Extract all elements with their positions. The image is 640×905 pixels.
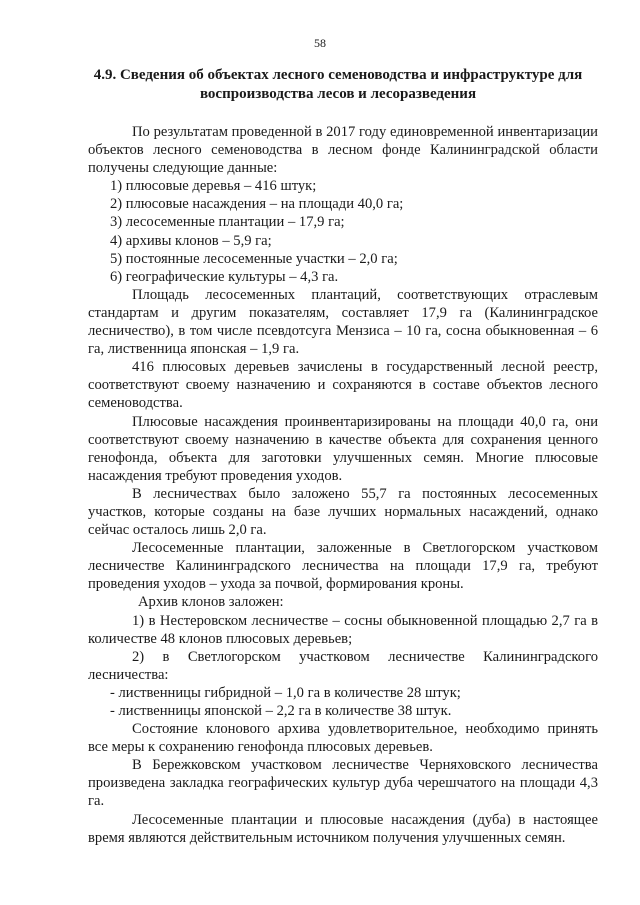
closing-paragraph: Состояние клонового архива удовлетворительное, необходимо принять все меры к сохранению генофонда плюсовых деревьев. [88,721,598,756]
archive-item: 2) в Светлогорском участковом лесничестве Калининградского лесничества: [88,648,598,683]
archive-heading: Архив клонов заложен: [138,594,284,611]
list-item: 5) постоянные лесосеменные участки – 2,0 га; [110,250,398,267]
paragraph: Площадь лесосеменных плантаций, соответствующих отраслевым стандартам и другим показателям, составляет 17,9 га (Калининградское лесничество), в том числе псевдотсуга Мензиса – 10 га, сосна обыкновенная – 6 га, лиственница японская – 1,9 га. [88,286,598,358]
section-heading: 4.9. Сведения об объектах лесного семеноводства и инфраструктуре для воспроизводства лесов и лесоразведения [93,67,583,102]
archive-dash-item: - лиственницы гибридной – 1,0 га в количестве 28 штук; [110,684,461,701]
document-body [88,123,598,847]
list-item: 6) географические культуры – 4,3 га. [110,268,339,285]
archive-item: 1) в Нестеровском лесничестве – сосны обыкновенной площадью 2,7 га в количестве 48 клонов плюсовых деревьев; [88,612,598,647]
list-item: 4) архивы клонов – 5,9 га; [110,232,272,249]
inventory-list [88,177,598,286]
paragraph: Лесосеменные плантации, заложенные в Светлогорском участковом лесничестве Калининградского лесничества на площади 17,9 га, требуют проведения уходов – ухода за почвой, формирования кроны. [88,540,598,593]
list-item: 3) лесосеменные плантации – 17,9 га; [110,214,345,231]
closing-paragraph: Лесосеменные плантации и плюсовые насаждения (дуба) в настоящее время являются действительным источником получения улучшенных семян. [88,811,598,846]
paragraph: В лесничествах было заложено 55,7 га постоянных лесосеменных участков, которые созданы на базе лучших нормальных насаждений, однако сейчас осталось лишь 2,0 га. [88,485,598,539]
archive-dash-item: - лиственницы японской – 2,2 га в количестве 38 штук. [110,703,452,719]
list-item: 1) плюсовые деревья – 416 штук; [110,178,317,195]
list-item: 2) плюсовые насаждения – на площади 40,0 га; [110,196,404,213]
page-number: 58 [314,36,326,50]
paragraph: Плюсовые насаждения проинвентаризированы на площади 40,0 га, они соответствуют своему назначению в качестве объекта для сохранения ценного генофонда, объекта для заготовки улучшенных семян. Многие плюсовые насаждения требуют проведения уходов. [88,413,598,484]
paragraph: 416 плюсовых деревьев зачислены в государственный лесной реестр, соответствуют своему назначению и сохраняются в составе объектов лесного семеноводства. [88,359,598,412]
intro-paragraph: По результатам проведенной в 2017 году единовременной инвентаризации объектов лесного семеноводства в лесном фонде Калининградской области получены следующие данные: [88,124,598,177]
closing-paragraph: В Бережковском участковом лесничестве Черняховского лесничества произведена закладка географических культур дуба черешчатого на площади 4,3 га. [88,757,598,810]
